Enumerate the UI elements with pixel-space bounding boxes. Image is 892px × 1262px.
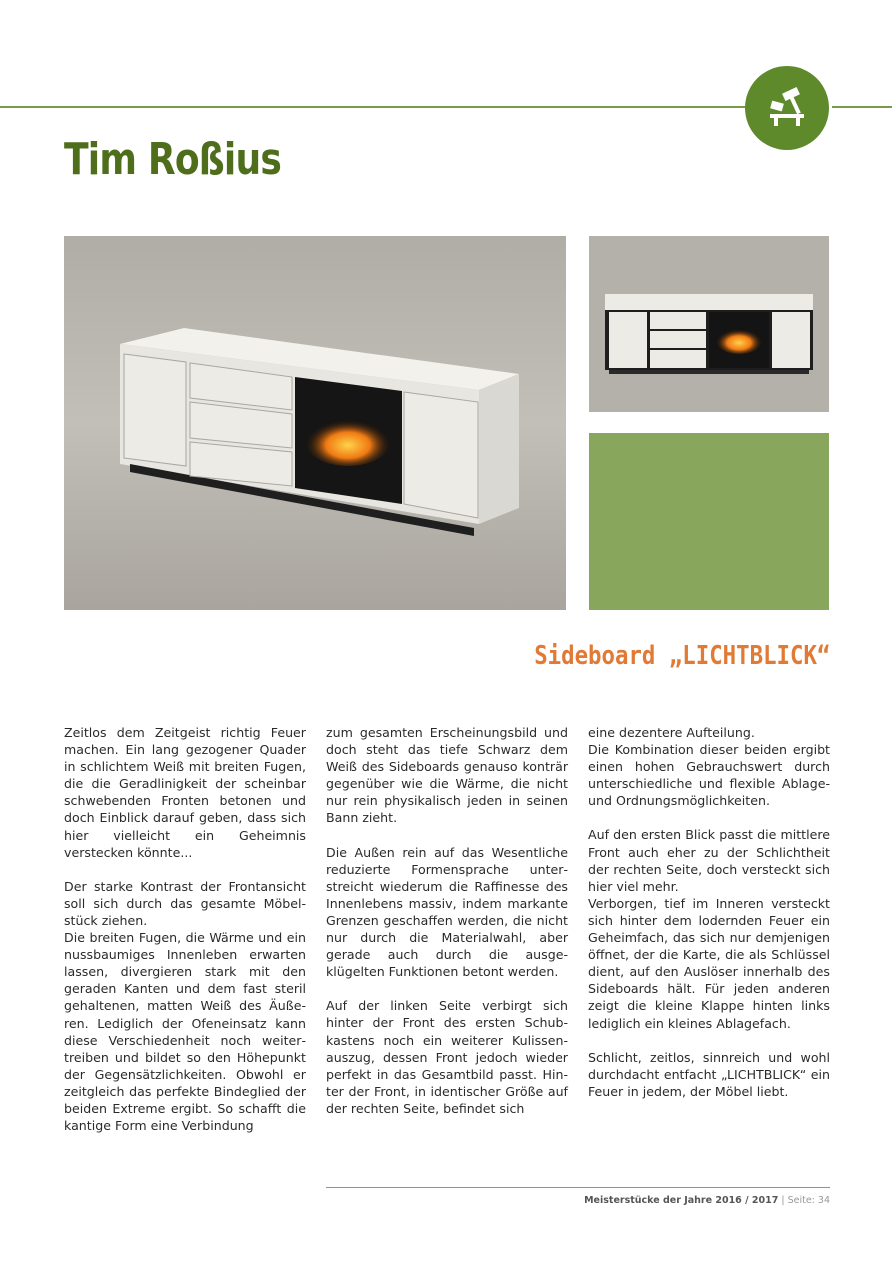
page-title: Tim Roßius bbox=[64, 134, 281, 185]
article-subtitle: Sideboard „LICHTBLICK“ bbox=[533, 641, 830, 671]
footer-rule bbox=[326, 1187, 830, 1188]
paragraph: zum gesamten Erscheinungsbild und doch steht das tiefe Schwarz dem Weiß des Sideboards genauso konträr gegenüber wie die Wärme, die nicht nur rein physikalisch jeden in seinen Bann zieht. bbox=[326, 725, 568, 826]
paragraph: Die Außen rein auf das Wesentliche reduzierte Formensprache unterstreicht wiederum die Raffinesse des Innenlebens massiv, indem markante Grenzen geschaffen werden, die nicht nur durch die Materialwahl, aber gerade auch durch die ausgeklügelten Funktionen betont werden. bbox=[326, 844, 568, 980]
header-rule-right bbox=[832, 106, 892, 108]
page-footer bbox=[584, 1195, 830, 1206]
sideboard-side-view-photo bbox=[589, 236, 829, 412]
paragraph: eine dezentere Aufteilung. bbox=[588, 725, 755, 740]
text-column-3 bbox=[588, 724, 830, 1100]
paragraph: Auf der linken Seite verbirgt sich hinter der Front des ersten Schubkastens noch ein weiterer Kulissenauszug, dessen Front jedoch wieder perfekt in das Gesamtbild passt. Hinter der Front, in identischer Größe auf der rechten Seite, befindet sich bbox=[326, 998, 568, 1116]
text-column-1 bbox=[64, 724, 306, 1134]
paragraph: Schlicht, zeitlos, sinnreich und wohl durchdacht entfacht „LICHTBLICK“ ein Feuer in jedem, der Möbel liebt. bbox=[588, 1049, 830, 1099]
paragraph: Der starke Kontrast der Frontansicht soll sich durch das gesamte Möbelstück ziehen. bbox=[64, 878, 306, 928]
paragraph: Verborgen, tief im Inneren versteckt sich hinter dem lodernden Feuer ein Geheimfach, das sich nur demjenigen öffnet, der die Karte, die als Schlüssel dient, auf den Auslöser innerhalb des Sideboards hält. Für jeden anderen zeigt die kleine Klappe hinten links lediglich ein kleines Ablagefach. bbox=[588, 895, 830, 1031]
footer-publication: Meisterstücke der Jahre 2016 / 2017 bbox=[584, 1195, 779, 1206]
paragraph: Die Kombination dieser beiden ergibt einen hohen Gebrauchswert durch unterschiedliche und flexible Ablage- und Ordnungsmöglichkeiten. bbox=[588, 742, 830, 809]
paragraph: Zeitlos dem Zeitgeist richtig Feuer machen. Ein lang gezogener Quader in schlichtem Weiß mit breiten Fugen, die die Geradlinigkeit der scheinbar schwebenden Fronten betonen und doch Einblick darauf geben, dass sich hier vielleicht ein Geheimnis verstecken könnte... bbox=[64, 725, 306, 860]
category-badge bbox=[745, 66, 829, 150]
sideboard-front-view-photo bbox=[64, 236, 566, 610]
tools-icon bbox=[761, 82, 813, 134]
page-number: Seite: 34 bbox=[787, 1195, 830, 1206]
header-rule-left bbox=[0, 106, 750, 108]
footer-separator: | bbox=[781, 1195, 785, 1206]
green-color-block bbox=[589, 433, 829, 610]
paragraph: Die breiten Fugen, die Wärme und ein nussbaumiges Innenleben erwarten lassen, divergieren stark mit den geraden Kanten und dem fast steril gehaltenen, matten Weiß des Äußeren. Lediglich der Ofeneinsatz kann diese Verschiedenheit noch weitertreiben und bildet so den Höhepunkt der Gegensätzlichkeiten. Obwohl er zeitgleich das perfekte Bindeglied der beiden Extreme ergibt. So schafft die kantige Form eine Verbindung bbox=[64, 930, 306, 1134]
text-column-2 bbox=[326, 724, 568, 1117]
paragraph: Auf den ersten Blick passt die mittlere Front auch eher zu der Schlichtheit der rechten Seite, doch versteckt sich hier viel mehr. bbox=[588, 827, 830, 894]
